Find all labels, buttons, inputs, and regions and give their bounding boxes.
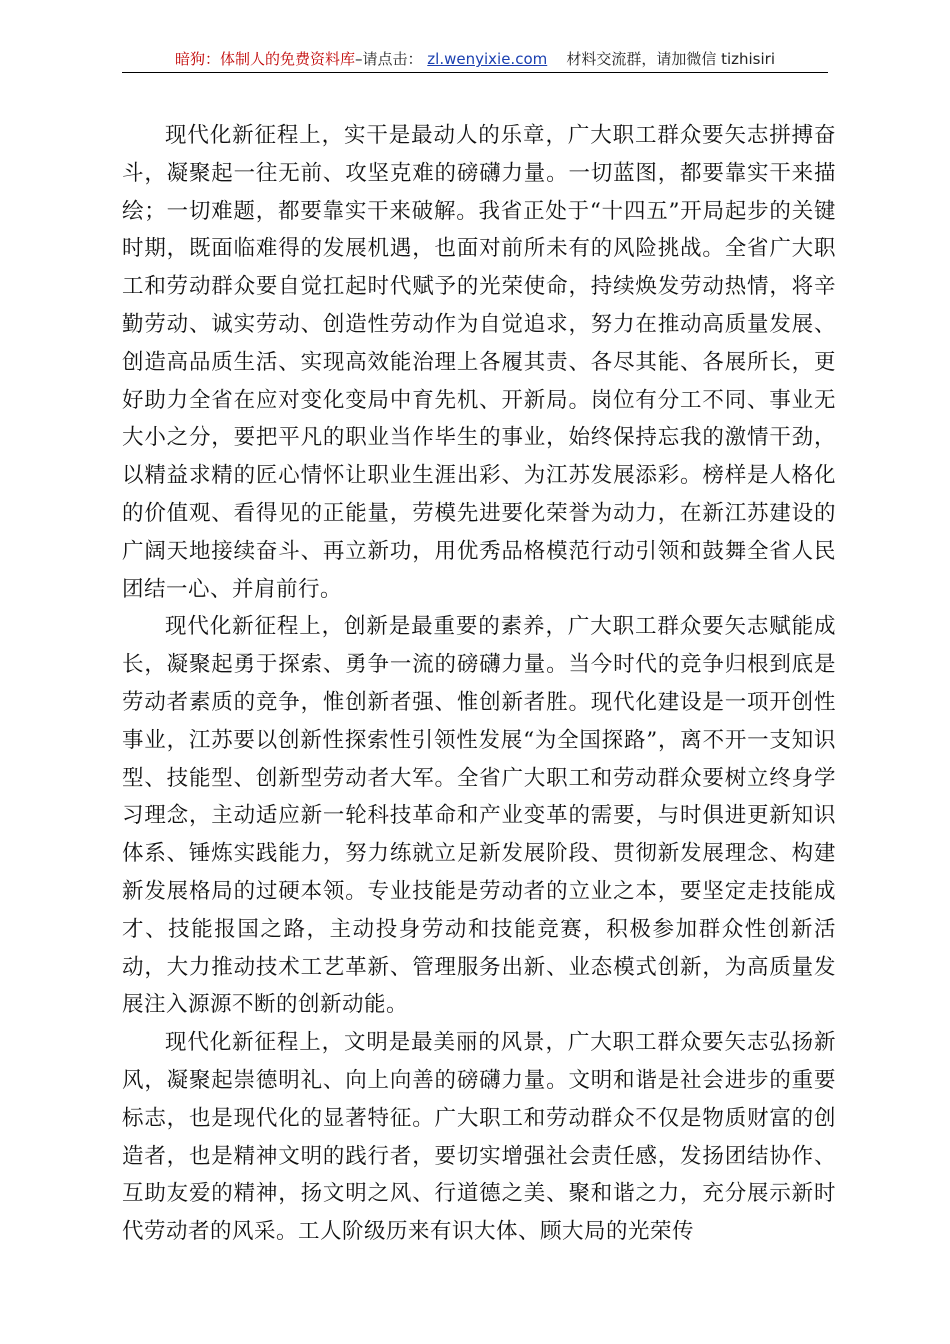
- document-body: [122, 117, 836, 1251]
- header-link[interactable]: zl.wenyixie.com: [427, 50, 548, 68]
- header-brand: 暗狗：体制人的免费资料库: [174, 50, 355, 68]
- page-header: [122, 46, 828, 72]
- paragraph-1: 现代化新征程上，实干是最动人的乐章，广大职工群众要矢志拼搏奋斗，凝聚起一往无前、攻坚克难的磅礴力量。一切蓝图，都要靠实干来描绘；一切难题，都要靠实干来破解。我省正处于“十四五”开局起步的关键时期，既面临难得的发展机遇，也面对前所未有的风险挑战。全省广大职工和劳动群众要自觉扛起时代赋予的光荣使命，持续焕发劳动热情，将辛勤劳动、诚实劳动、创造性劳动作为自觉追求，努力在推动高质量发展、创造高品质生活、实现高效能治理上各履其责、各尽其能、各展所长，更好助力全省在应对变化变局中育先机、开新局。岗位有分工不同、事业无大小之分，要把平凡的职业当作毕生的事业，始终保持忘我的激情干劲，以精益求精的匠心情怀让职业生涯出彩、为江苏发展添彩。榜样是人格化的价值观、看得见的正能量，劳模先进要化荣誉为动力，在新江苏建设的广阔天地接续奋斗、再立新功，用优秀品格模范行动引领和鼓舞全省人民团结一心、并肩前行。: [122, 123, 836, 602]
- header-note: 材料交流群，请加微信 tizhisiri: [566, 50, 775, 68]
- header-divider: [122, 72, 828, 73]
- paragraph-3: 现代化新征程上，文明是最美丽的风景，广大职工群众要矢志弘扬新风，凝聚起崇德明礼、向上向善的磅礴力量。文明和谐是社会进步的重要标志，也是现代化的显著特征。广大职工和劳动群众不仅是物质财富的创造者，也是精神文明的践行者，要切实增强社会责任感，发扬团结协作、互助友爱的精神，扬文明之风、行道德之美、聚和谐之力，充分展示新时代劳动者的风采。工人阶级历来有识大体、顾大局的光荣传: [122, 1030, 836, 1245]
- header-prompt: –请点击：: [355, 50, 423, 68]
- paragraph-2: 现代化新征程上，创新是最重要的素养，广大职工群众要矢志赋能成长，凝聚起勇于探索、勇争一流的磅礴力量。当今时代的竞争归根到底是劳动者素质的竞争，惟创新者强、惟创新者胜。现代化建设是一项开创性事业，江苏要以创新性探索性引领性发展“为全国探路”，离不开一支知识型、技能型、创新型劳动者大军。全省广大职工和劳动群众要树立终身学习理念，主动适应新一轮科技革命和产业变革的需要，与时俱进更新知识体系、锤炼实践能力，努力练就立足新发展阶段、贯彻新发展理念、构建新发展格局的过硬本领。专业技能是劳动者的立业之本，要坚定走技能成才、技能报国之路，主动投身劳动和技能竞赛，积极参加群众性创新活动，大力推动技术工艺革新、管理服务出新、业态模式创新，为高质量发展注入源源不断的创新动能。: [122, 614, 836, 1018]
